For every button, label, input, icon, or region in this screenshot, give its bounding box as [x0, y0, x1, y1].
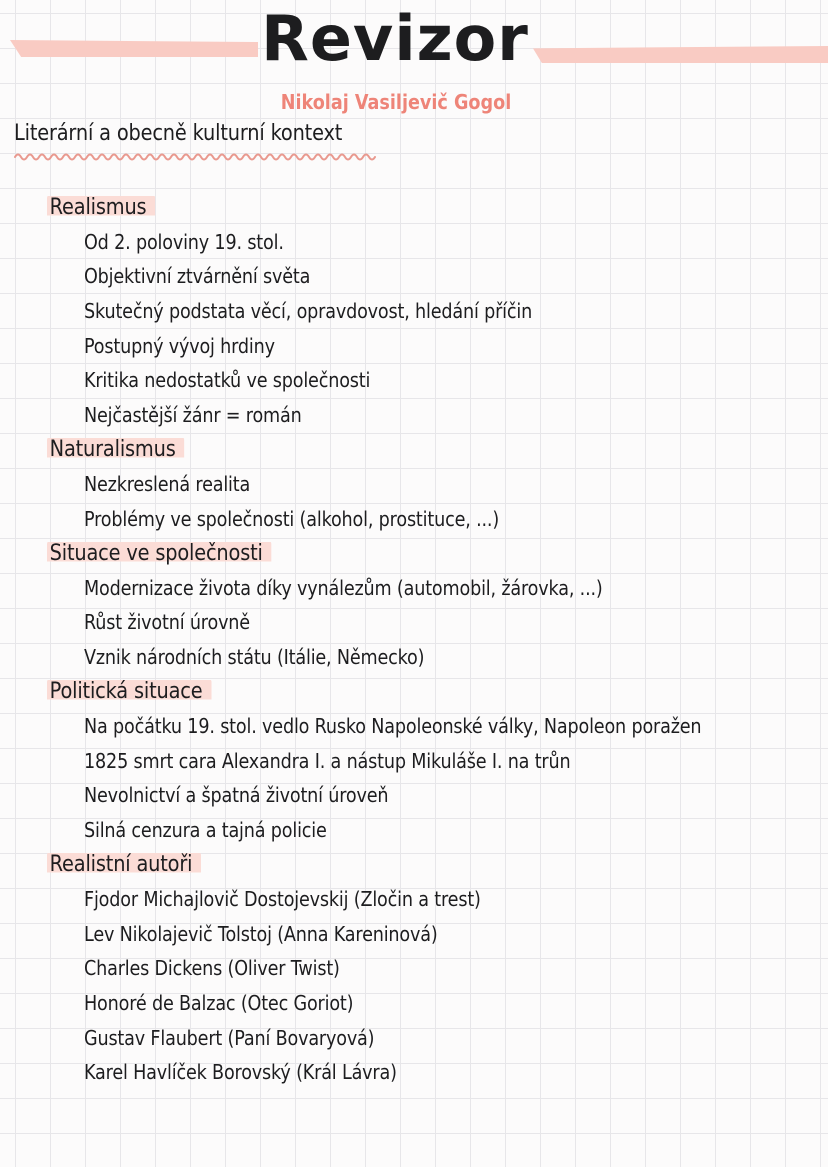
section-title: [0, 674, 828, 709]
note-text: Vznik národních státu (Itálie, Německo): [84, 645, 425, 670]
note-line: [0, 328, 828, 363]
note-line: [0, 986, 828, 1021]
note-text: Od 2. poloviny 19. stol.: [84, 229, 284, 254]
note-text: Skutečný podstata věcí, opravdovost, hledání příčin: [84, 299, 533, 324]
note-line: [0, 640, 828, 675]
note-line: [0, 1020, 828, 1055]
note-text: Charles Dickens (Oliver Twist): [84, 956, 340, 981]
note-line: [0, 605, 828, 640]
section-title-text: Realistní autoři: [47, 852, 201, 877]
note-line: [0, 294, 828, 329]
note-line: [0, 225, 828, 260]
section-title-text: Situace ve společnosti: [47, 541, 272, 566]
note-text: Problémy ve společnosti (alkohol, prostituce, ...): [84, 506, 500, 531]
note-line: [0, 744, 828, 779]
note-text: Nevolnictví a špatná životní úroveň: [84, 783, 389, 808]
note-text: Silná cenzura a tajná policie: [84, 817, 327, 842]
note-text: Kritika nedostatků ve společnosti: [84, 368, 371, 393]
note-text: Lev Nikolajevič Tolstoj (Anna Kareninová): [84, 921, 438, 946]
note-text: Karel Havlíček Borovský (Král Lávra): [84, 1060, 397, 1085]
page-title: Revizor: [261, 2, 529, 75]
author-name: Nikolaj Vasiljevič Gogol: [280, 90, 512, 114]
context-heading: [14, 121, 387, 146]
note-text: Růst životní úrovně: [84, 610, 250, 635]
section-title-text: Politická situace: [47, 679, 211, 704]
context-heading-text: Literární a obecně kulturní kontext: [14, 121, 343, 146]
note-text: Gustav Flaubert (Paní Bovaryová): [84, 1025, 375, 1050]
note-text: Nejčastější žánr = román: [84, 402, 302, 427]
section-title-text: Naturalismus: [47, 437, 184, 462]
note-line: [0, 1055, 828, 1090]
section-title: [0, 432, 828, 467]
note-text: Nezkreslená realita: [84, 472, 251, 497]
note-line: [0, 363, 828, 398]
note-text: Objektivní ztvárnění světa: [84, 264, 311, 289]
note-line: [0, 951, 828, 986]
note-text: Fjodor Michajlovič Dostojevskij (Zločin a trest): [84, 887, 481, 912]
note-line: [0, 571, 828, 606]
note-text: Na počátku 19. stol. vedlo Rusko Napoleonské války, Napoleon poražen: [84, 714, 702, 739]
note-line: [0, 501, 828, 536]
page-subtitle: [0, 90, 810, 114]
notes-body: [0, 190, 828, 1089]
note-text: Modernizace života díky vynálezům (automobil, žárovka, ...): [84, 575, 603, 600]
section-title: [0, 536, 828, 571]
wavy-underline: [13, 150, 379, 162]
note-line: [0, 709, 828, 744]
note-line: [0, 467, 828, 502]
note-line: [0, 813, 828, 848]
section-title: [0, 190, 828, 225]
wavy-underline-path: [15, 155, 375, 160]
note-line: [0, 882, 828, 917]
note-text: Postupný vývoj hrdiny: [84, 333, 275, 358]
note-line: [0, 778, 828, 813]
note-line: [0, 916, 828, 951]
note-line: [0, 398, 828, 433]
section-title: [0, 847, 828, 882]
section-title-text: Realismus: [47, 195, 155, 220]
note-line: [0, 259, 828, 294]
note-text: Honoré de Balzac (Otec Goriot): [84, 990, 354, 1015]
note-text: 1825 smrt cara Alexandra I. a nástup Mikuláše I. na trůn: [84, 748, 571, 773]
